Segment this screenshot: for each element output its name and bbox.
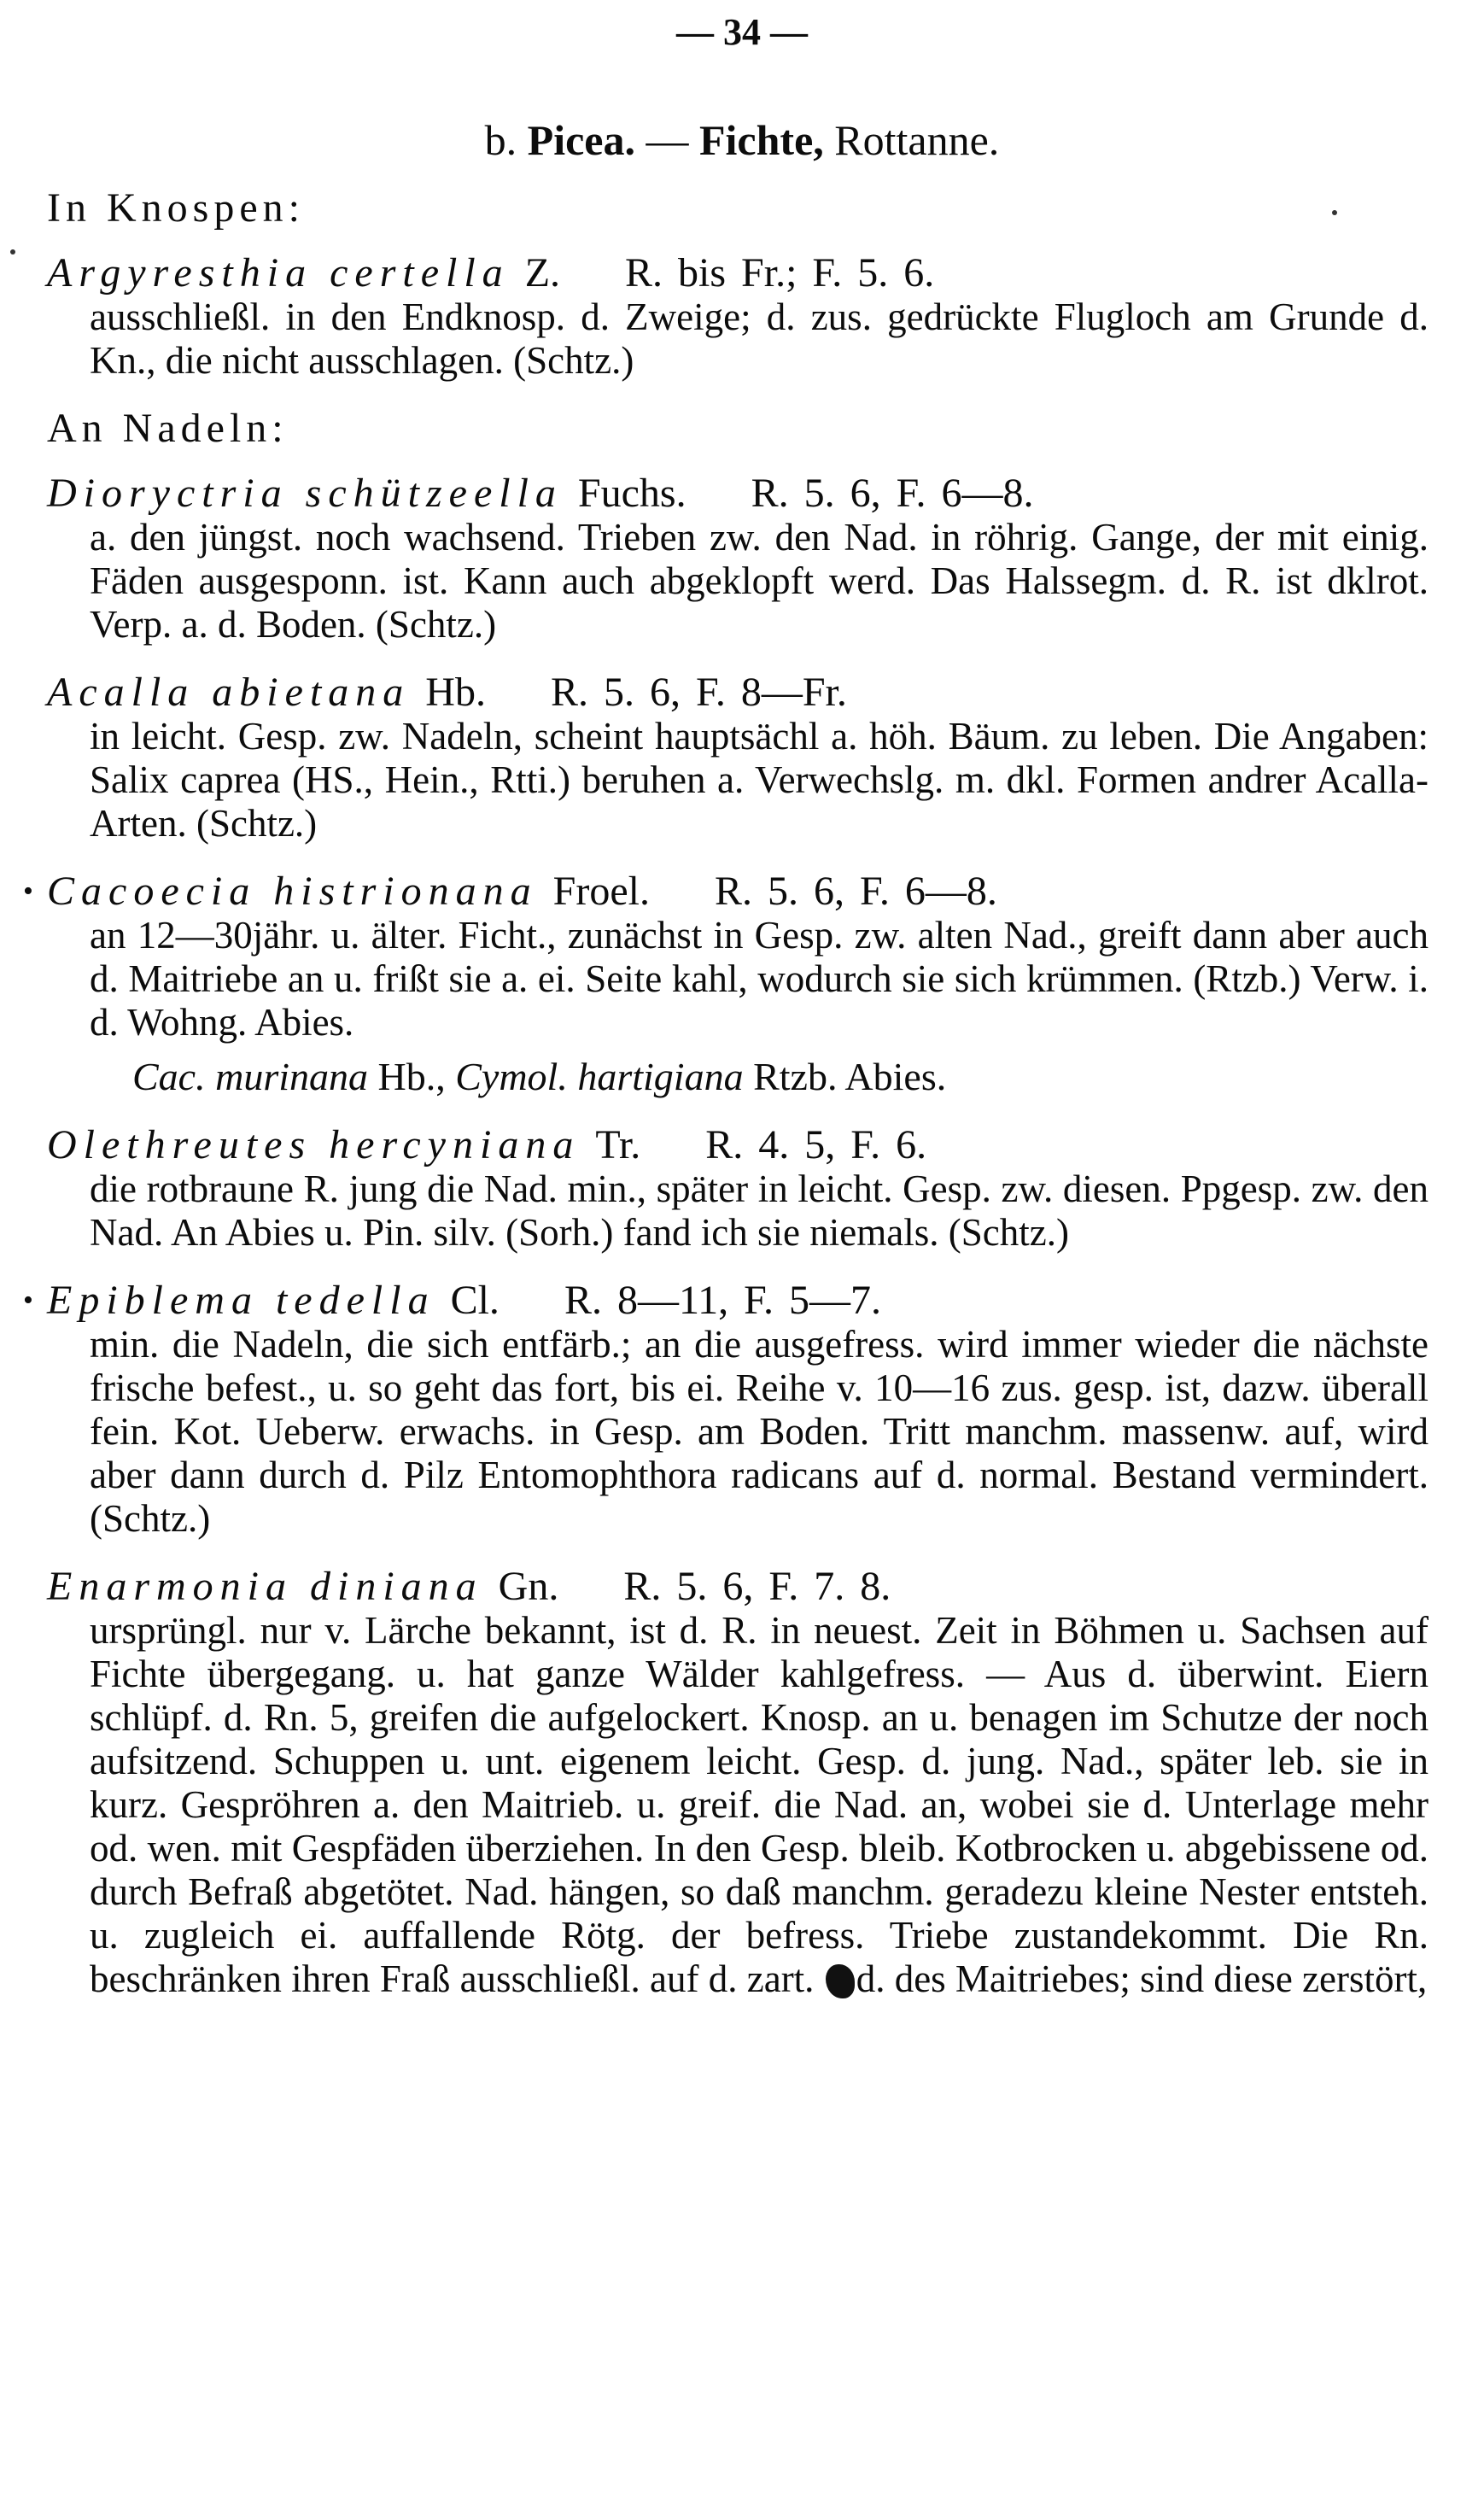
species-name: Dioryctria schützeella [47,471,563,516]
species-entry [47,1123,1428,1255]
phenology: R. 5. 6, F. 8—Fr. [550,670,847,715]
entry-head [47,1565,1428,1609]
entry-head [47,471,1428,516]
species-author: Hb. [425,670,486,715]
entry-description: a. den jüngst. noch wachsend. Trieben zw. den Nad. in röhrig. Gange, der mit einig. Fäden ausgesponn. ist. Kann auch abgeklopft werd. Das Halssegm. d. R. ist dklrot. Verp. a. d. Boden. (Schtz.) [90,516,1428,646]
related-species-name: Cac. murinana [132,1055,368,1098]
species-author: Cl. [450,1278,500,1323]
entry-description: die rotbraune R. jung die Nad. min., später in leicht. Gesp. zw. diesen. Ppgesp. zw. den Nad. An Abies u. Pin. silv. (Sorh.) fand ich sie niemals. (Schtz.) [90,1167,1428,1254]
species-author: Gn. [498,1564,559,1609]
section-label-needles: An Nadeln: [47,406,289,451]
section-label-buds: In Knospen: [47,185,305,231]
species-author: Tr. [595,1122,641,1167]
ink-blot-icon [826,1964,855,1998]
phenology: R. 5. 6, F. 7. 8. [623,1564,891,1609]
section-heading [0,118,1484,162]
species-name: Argyresthia certella [47,250,510,295]
page-content [23,185,1428,2025]
species-name: Acalla abietana [47,670,411,715]
entry-description: min. die Nadeln, die sich entfärb.; an die ausgefress. wird immer wieder die nächste frische befest., u. so geht das fort, bis ei. Reihe v. 10—16 zus. gesp. ist, dazw. überall fein. Kot. Ueberw. erwachs. in Gesp. am Boden. Tritt manchm. massenw. auf, wird aber dann durch d. Pilz Entomophthora radicans auf d. normal. Bestand vermindert. (Schtz.) [90,1323,1428,1540]
related-species-name: Cymol. hartigiana [455,1055,744,1098]
entry-head [47,1123,1428,1167]
scan-speck-icon [1332,210,1337,215]
species-entry [23,869,1428,1099]
entry-description-tail: d. des Maitriebes; sind diese zerstört, [856,1957,1428,2000]
phenology: R. bis Fr.; F. 5. 6. [625,250,935,295]
bullet-icon: • [23,1284,33,1316]
heading-dash: — [635,116,699,164]
entry-description: in leicht. Gesp. zw. Nadeln, scheint hauptsächl a. höh. Bäum. zu leben. Die Angaben: Salix caprea (HS., Hein., Rtti.) beruhen a. Verwechslg. m. dkl. Formen andrer Acalla-Arten. (Schtz.) [90,715,1428,845]
phenology: R. 5. 6, F. 6—8. [751,471,1034,516]
entry-head [47,1278,1428,1323]
scan-speck-icon [10,249,15,255]
entry-head [47,670,1428,715]
heading-prefix: b. [484,116,528,164]
species-author: Fuchs. [577,471,686,516]
entry-description-text: ursprüngl. nur v. Lärche bekannt, ist d. R. in neuest. Zeit in Böhmen u. Sachsen auf Fichte übergegang. u. hat ganze Wälder kahlgefress. — Aus d. überwint. Eiern schlüpf. d. Rn. 5, greifen die aufgelockert. Knosp. an u. benagen im Schutze der noch aufsitzend. Schuppen u. unt. eigenem leicht. Gesp. d. jung. Nad., später leb. sie in kurz. Gespröhren a. den Maitrieb. u. greif. die Nad. an, wobei sie d. Unterlage mehr od. wen. mit Gespfäden überziehen. In den Gesp. bleib. Kotbrocken u. abgebissene od. durch Befraß abgetötet. Nad. hängen, so daß manchm. geradezu kleine Nester entsteh. u. zugleich ei. auffallende Rötg. der befress. Triebe zustandekommt. Die Rn. beschränken ihren Fraß ausschließl. auf d. zart. [90,1609,1428,2000]
entry-description: an 12—30jähr. u. älter. Ficht., zunächst in Gesp. zw. alten Nad., greift dann aber auch d. Maitriebe an u. frißt sie a. ei. Seite kahl, wodurch sie sich krümmen. (Rtzb.) Verw. i. d. Wohng. Abies. [90,914,1428,1044]
species-author: Z. [524,250,561,295]
species-entry [23,1278,1428,1541]
species-name: Enarmonia diniana [47,1564,483,1609]
bullet-icon: • [23,875,33,907]
species-name: Epiblema tedella [47,1278,435,1323]
species-author: Froel. [552,869,650,914]
related-species-note [47,1055,1428,1099]
entry-head [47,869,1428,914]
heading-german-name: Fichte, [699,116,824,164]
species-entry [47,251,1428,383]
related-species-author: Hb., [368,1055,456,1098]
heading-german-name-rest: Rottanne. [823,116,1000,164]
species-entry [47,471,1428,647]
species-name: Olethreutes hercyniana [47,1122,581,1167]
entry-description [47,1609,1428,2001]
phenology: R. 8—11, F. 5—7. [564,1278,882,1323]
phenology: R. 4. 5, F. 6. [705,1122,927,1167]
species-entry [47,670,1428,845]
page-number: — 34 — [676,11,808,53]
heading-genus: Picea. [527,116,635,164]
species-entry [47,1565,1428,2001]
related-species-author: Rtzb. Abies. [743,1055,947,1098]
entry-head [47,251,1428,295]
phenology: R. 5. 6, F. 6—8. [714,869,997,914]
entry-description: ausschließl. in den Endknosp. d. Zweige; d. zus. gedrückte Flugloch am Grunde d. Kn., die nicht ausschlagen. (Schtz.) [90,295,1428,382]
species-name: Cacoecia histrionana [47,869,538,914]
